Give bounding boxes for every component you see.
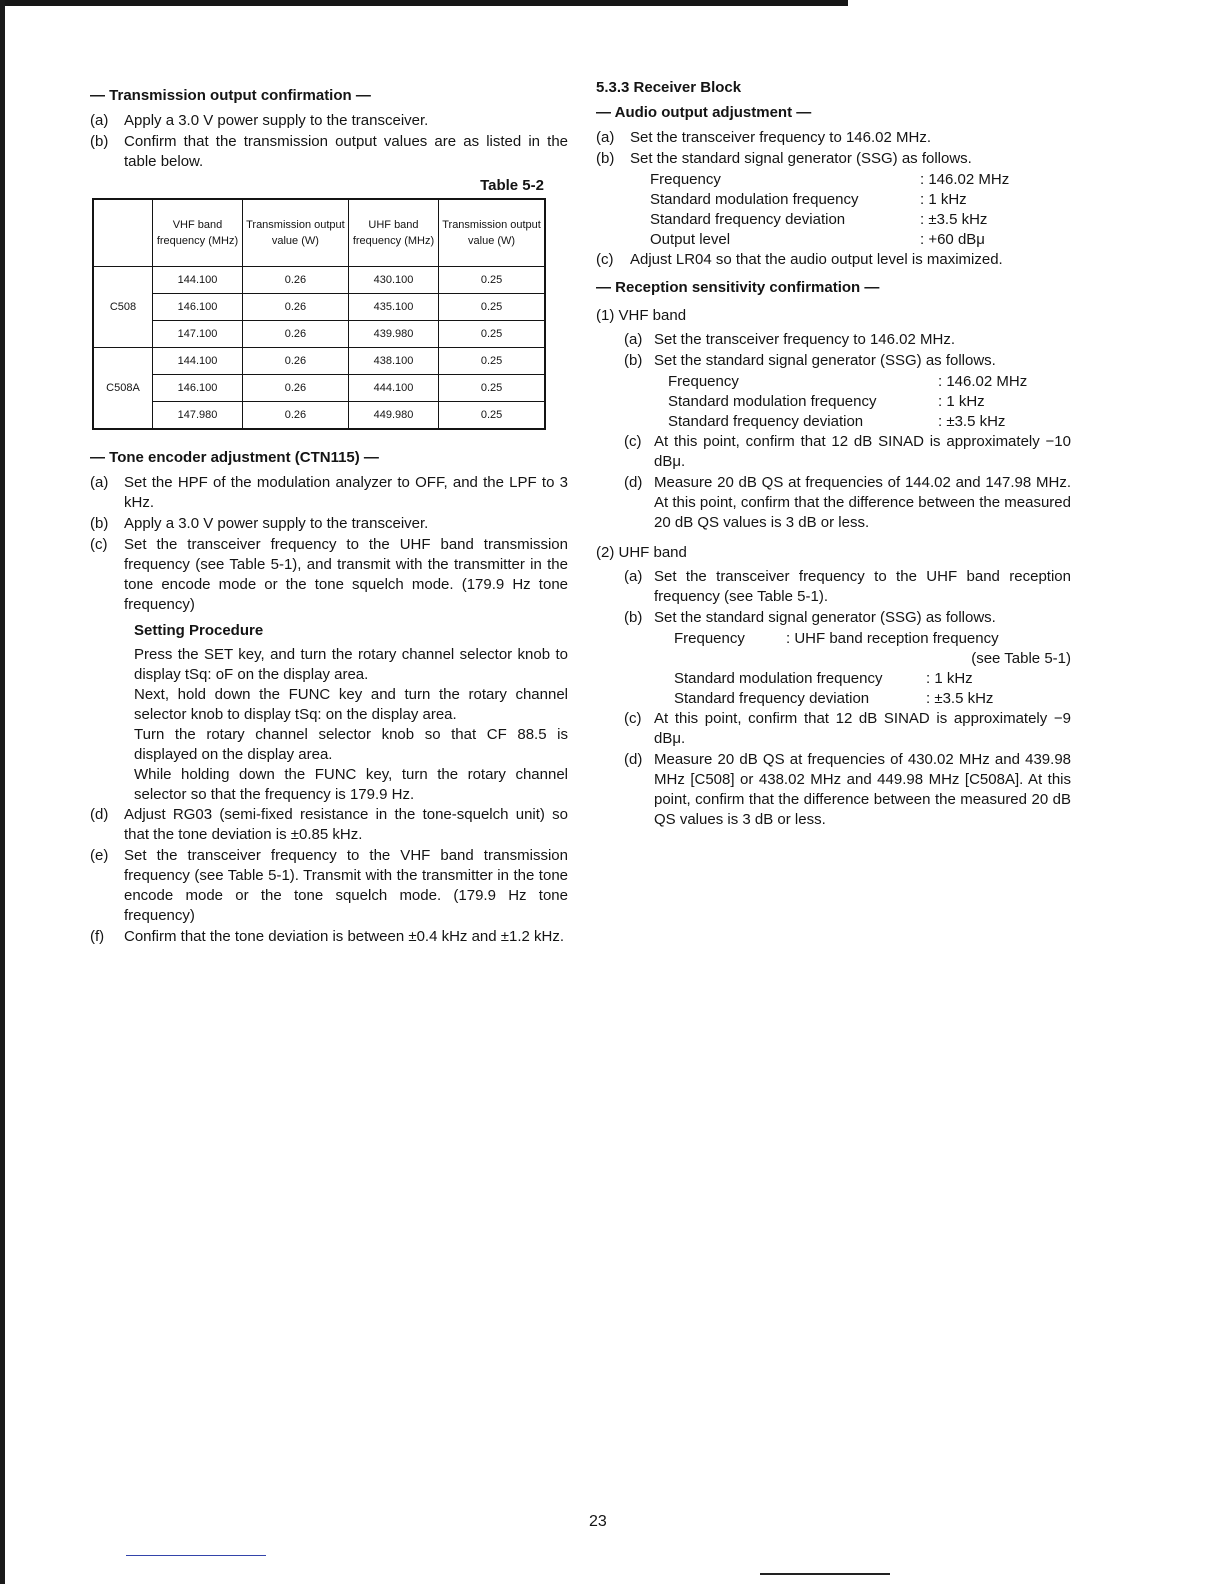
table-cell: 0.25: [439, 294, 545, 321]
parameter-value: : ±3.5 kHz: [920, 211, 988, 228]
list-item: [624, 330, 1071, 350]
table-row: [93, 267, 545, 294]
list-item: [90, 846, 568, 926]
table-row: [93, 348, 545, 375]
ssg-parameter-list: [674, 669, 1071, 709]
list-item: [90, 111, 568, 131]
item-label: (a): [90, 474, 109, 491]
parameter-value: : 1 kHz: [920, 191, 967, 208]
table-cell: 146.100: [153, 294, 243, 321]
item-text: Confirm that the tone deviation is between ±0.4 kHz and ±1.2 kHz.: [124, 928, 565, 945]
table-header-cell: [93, 199, 153, 267]
parameter-name: Frequency: [674, 630, 745, 647]
table-cell: 430.100: [348, 267, 438, 294]
item-text: Apply a 3.0 V power supply to the transceiver.: [124, 515, 429, 532]
item-label: (c): [596, 251, 614, 268]
item-text: Set the transceiver frequency to 146.02 MHz.: [654, 331, 955, 348]
item-text: At this point, confirm that 12 dB SINAD is approximately −10 dBμ.: [654, 433, 1071, 470]
table-cell: 438.100: [348, 348, 438, 375]
scan-top-border: [0, 0, 848, 6]
page-number: 23: [589, 1513, 607, 1530]
parameter-row: [674, 629, 1071, 649]
list-item: [624, 432, 1071, 472]
table-cell: 0.26: [242, 267, 348, 294]
table-cell: 0.26: [242, 348, 348, 375]
parameter-row: [650, 190, 1071, 210]
list-item: [624, 473, 1071, 533]
item-label: (b): [90, 133, 109, 150]
item-text: Measure 20 dB QS at frequencies of 144.02 and 147.98 MHz. At this point, confirm that the difference between the measured 20 dB QS values is 3 dB or less.: [654, 474, 1071, 531]
parameter-row: [650, 210, 1071, 230]
parameter-name: Frequency: [668, 373, 739, 390]
table-cell: 147.980: [153, 402, 243, 430]
ssg-parameter-list: [650, 170, 1071, 250]
list-item: [90, 514, 568, 534]
list-item: [624, 351, 1071, 371]
table-cell: 0.26: [242, 321, 348, 348]
uhf-band-steps: [624, 567, 1071, 830]
item-label: (b): [596, 150, 615, 167]
item-text: Adjust RG03 (semi-fixed resistance in the tone-squelch unit) so that the tone deviation is ±0.85 kHz.: [124, 806, 568, 843]
transmission-output-table: [92, 198, 546, 430]
item-text: At this point, confirm that 12 dB SINAD is approximately −9 dBμ.: [654, 710, 1071, 747]
table-cell: 444.100: [348, 375, 438, 402]
list-item: [624, 608, 1071, 628]
table-cell: 0.25: [439, 267, 545, 294]
item-label: (d): [624, 751, 643, 768]
list-item: [624, 750, 1071, 830]
item-text: Set the transceiver frequency to 146.02 MHz.: [630, 129, 931, 146]
item-text: Set the transceiver frequency to the UHF band reception frequency (see Table 5-1).: [654, 568, 1071, 605]
left-column: [90, 86, 568, 948]
item-label: (d): [624, 474, 643, 491]
item-text: Set the standard signal generator (SSG) as follows.: [630, 150, 972, 167]
item-label: (a): [624, 568, 643, 585]
table-cell: 0.26: [242, 402, 348, 430]
parameter-value: : ±3.5 kHz: [926, 690, 994, 707]
item-label: (c): [624, 710, 642, 727]
item-label: (a): [624, 331, 643, 348]
table-row: [93, 294, 545, 321]
list-item: [90, 805, 568, 845]
setting-paragraph: Press the SET key, and turn the rotary channel selector knob to display tSq: oF on the display area.: [134, 646, 568, 683]
list-item: [90, 473, 568, 513]
table-row: [93, 375, 545, 402]
parameter-row: [650, 230, 1071, 250]
parameter-name: Standard modulation frequency: [674, 670, 883, 687]
parameter-value: : ±3.5 kHz: [938, 413, 1006, 430]
audio-output-heading: — Audio output adjustment —: [596, 104, 812, 121]
item-text: Confirm that the transmission output values are as listed in the table below.: [124, 133, 568, 170]
table-cell: 0.26: [242, 375, 348, 402]
section-title: 5.3.3 Receiver Block: [596, 79, 742, 96]
list-item: [90, 132, 568, 172]
item-text: Set the transceiver frequency to the VHF band transmission frequency (see Table 5-1). Transmit with the transmitter in the tone encode mode or the tone squelch mode. (179.9 Hz tone frequency): [124, 847, 568, 924]
item-label: (d): [90, 806, 109, 823]
item-text: Set the standard signal generator (SSG) as follows.: [654, 609, 996, 626]
table-cell: 144.100: [153, 348, 243, 375]
table-header-cell: Transmission output value (W): [439, 199, 545, 267]
table-header-row: [93, 199, 545, 267]
item-text: Set the standard signal generator (SSG) as follows.: [654, 352, 996, 369]
item-label: (b): [624, 352, 643, 369]
setting-paragraph: Turn the rotary channel selector knob so that CF 88.5 is displayed on the display area.: [134, 726, 568, 763]
item-label: (b): [624, 609, 643, 626]
setting-procedure-title: Setting Procedure: [134, 622, 264, 639]
table-header-cell: Transmission output value (W): [242, 199, 348, 267]
parameter-row: [668, 412, 1071, 432]
table-row: [93, 402, 545, 430]
parameter-row: [668, 392, 1071, 412]
parameter-name: Standard modulation frequency: [668, 393, 877, 410]
item-text: Set the transceiver frequency to the UHF band transmission frequency (see Table 5-1), and transmit with the transmitter in the tone encode mode or the tone squelch mode. (179.9 Hz tone frequency): [124, 536, 568, 613]
parameter-note: (see Table 5-1): [971, 650, 1071, 667]
ssg-parameter-list: [668, 372, 1071, 432]
list-item: [624, 567, 1071, 607]
parameter-row: [674, 689, 1071, 709]
item-label: (f): [90, 928, 105, 945]
list-item: [596, 149, 1071, 169]
setting-paragraph: Next, hold down the FUNC key and turn the rotary channel selector knob to display tSq: on the display area.: [134, 686, 568, 723]
item-text: Set the HPF of the modulation analyzer to OFF, and the LPF to 3 kHz.: [124, 474, 568, 511]
table-cell: 0.26: [242, 294, 348, 321]
table-cell: 144.100: [153, 267, 243, 294]
parameter-name: Standard frequency deviation: [674, 690, 870, 707]
parameter-row: [668, 372, 1071, 392]
scan-bottom-line: [126, 1555, 266, 1556]
item-label: (c): [90, 536, 108, 553]
table-cell: 0.25: [439, 375, 545, 402]
item-text: Adjust LR04 so that the audio output level is maximized.: [630, 251, 1003, 268]
vhf-band-title: (1) VHF band: [596, 307, 687, 324]
list-item: [596, 250, 1071, 270]
item-label: (b): [90, 515, 109, 532]
setting-paragraph: While holding down the FUNC key, turn the rotary channel selector so that the frequency is 179.9 Hz.: [134, 766, 568, 803]
parameter-name: Output level: [650, 231, 731, 248]
parameter-value: : 146.02 MHz: [920, 171, 1010, 188]
list-item: [90, 927, 568, 947]
ssg-frequency-row: [674, 629, 1071, 669]
table-cell: 0.25: [439, 402, 545, 430]
item-label: (a): [596, 129, 615, 146]
tx-output-heading: — Transmission output confirmation —: [90, 87, 371, 104]
parameter-name: Standard frequency deviation: [650, 211, 846, 228]
vhf-band-steps: [624, 330, 1071, 533]
table-cell: 0.25: [439, 348, 545, 375]
table-cell: 0.25: [439, 321, 545, 348]
list-item: [596, 128, 1071, 148]
table-header-cell: UHF band frequency (MHz): [348, 199, 438, 267]
scan-bottom-mark: [760, 1573, 890, 1575]
reception-sensitivity-heading: — Reception sensitivity confirmation —: [596, 279, 880, 296]
parameter-value: : +60 dBμ: [920, 231, 985, 248]
right-column: [596, 78, 1071, 831]
scan-left-edge: [0, 0, 5, 1584]
item-label: (e): [90, 847, 109, 864]
parameter-row: [674, 669, 1071, 689]
table-cell: 146.100: [153, 375, 243, 402]
parameter-value: : 1 kHz: [926, 670, 973, 687]
tone-encoder-heading: — Tone encoder adjustment (CTN115) —: [90, 449, 379, 466]
model-cell: C508: [93, 267, 153, 348]
list-item: [624, 709, 1071, 749]
parameter-value: : UHF band reception frequency: [786, 630, 999, 647]
parameter-row: [650, 170, 1071, 190]
list-item: [90, 535, 568, 615]
model-cell: C508A: [93, 348, 153, 430]
item-text: Apply a 3.0 V power supply to the transceiver.: [124, 112, 429, 129]
table-header-cell: VHF band frequency (MHz): [153, 199, 243, 267]
table-row: [93, 321, 545, 348]
table-cell: 439.980: [348, 321, 438, 348]
item-label: (a): [90, 112, 109, 129]
parameter-value: : 146.02 MHz: [938, 373, 1028, 390]
item-text: Measure 20 dB QS at frequencies of 430.02 MHz and 439.98 MHz [C508] or 438.02 MHz and 449.98 MHz [C508A]. At this point, confirm that the difference between the measured 20 dB QS values is 3 dB or less.: [654, 751, 1071, 828]
parameter-value: : 1 kHz: [938, 393, 985, 410]
table-caption: Table 5-2: [480, 177, 544, 194]
table-cell: 147.100: [153, 321, 243, 348]
parameter-name: Standard frequency deviation: [668, 413, 864, 430]
table-cell: 449.980: [348, 402, 438, 430]
parameter-name: Standard modulation frequency: [650, 191, 859, 208]
table-cell: 435.100: [348, 294, 438, 321]
uhf-band-title: (2) UHF band: [596, 544, 687, 561]
parameter-name: Frequency: [650, 171, 721, 188]
item-label: (c): [624, 433, 642, 450]
